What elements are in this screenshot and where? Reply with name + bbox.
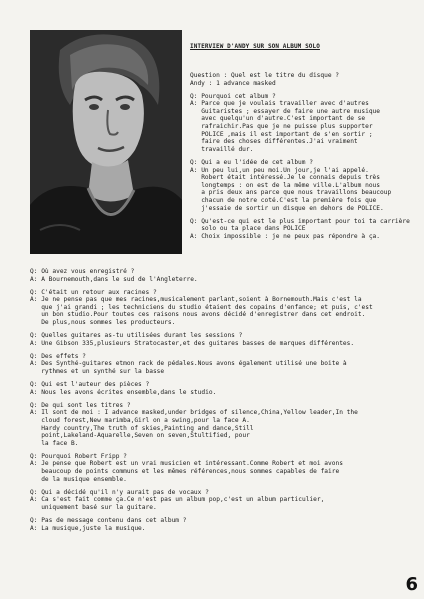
question-text: Des effets ? [41, 352, 86, 360]
question-text: Pourquoi Robert Fripp ? [41, 452, 127, 460]
answer-label: A: [30, 496, 42, 504]
question-label: Q: [190, 217, 202, 225]
answer-label: A: [30, 460, 42, 468]
qa-item [30, 402, 418, 448]
answer-label: Andy : [190, 79, 217, 87]
answer-label: A: [30, 296, 42, 304]
qa-item [30, 489, 418, 512]
question-text: Quelles guitares as-tu utilisées durant les sessions ? [41, 332, 243, 340]
question-label: Q: [30, 517, 42, 525]
question-text: Qui a décidé qu'il n'y aurait pas de vocaux ? [41, 488, 209, 496]
qa-item [190, 72, 415, 87]
page-number: 6 [405, 574, 418, 595]
answer-label: A: [190, 232, 202, 240]
answer-text: Un peu lui,un peu moi.Un jour,je l'ai appelé. Robert était intéressé.Je le connais depuis très longtemps : on est de la même ville.L'album nous a pris deux ans parce que nous travaillons beaucoup chacun de notre coté.C'est la première fois que j'essaie de sortir un disque en dehors de POLICE. [201, 166, 392, 212]
answer-text: Je pense que Robert est un vrai musicien et intéressant.Comme Robert et moi avons beaucoup de points communs et les mêmes références,nous sommes capables de faire de la musique ensemble. [41, 460, 343, 483]
question-text: Pas de message contenu dans cet album ? [41, 517, 187, 525]
question-label: Q: [30, 352, 42, 360]
question-text: Qui a eu l'idée de cet album ? [201, 158, 313, 166]
answer-label: A: [30, 275, 42, 283]
qa-item [30, 353, 418, 376]
answer-text: Je ne pense pas que mes racines,musicalement parlant,soient à Bornemouth.Mais c'est la que j'ai grandi ; les techniciens du studio étaient des copains d'enfance; et puis, c'est un bon studio.Pour toutes ces raisons nous avons décidé d'enregistrer dans cet endroit. De plus,nous sommes les producteurs. [41, 296, 373, 327]
question-label: Q: [190, 92, 202, 100]
question-label: Question : [190, 72, 231, 79]
interview-full-width [30, 268, 418, 538]
answer-text: Nous les avons écrites ensemble,dans le studio. [41, 388, 217, 396]
question-label: Q: [30, 268, 42, 275]
qa-item [190, 218, 415, 241]
qa-item [30, 268, 418, 283]
answer-text: Une Gibson 335,plusieurs Stratocaster,et des guitares basses de marques différentes. [41, 339, 355, 347]
answer-label: A: [30, 524, 42, 532]
qa-item [30, 453, 418, 483]
answer-text: Des Synthé-guitares etmon rack de pédales.Nous avons également utilisé une boite à rythmes et un synthé sur la basse [41, 360, 347, 376]
portrait-photo [30, 30, 182, 254]
answer-text: 1 advance masked [216, 79, 276, 87]
question-label: Q: [30, 288, 42, 296]
qa-item [30, 517, 418, 532]
answer-text: Choix impossible : je ne peux pas répondre à ça. [201, 232, 380, 240]
answer-text: Ca s'est fait comme ça.Ce n'est pas un album pop,c'est un album particulier, uniquement basé sur la guitare. [41, 496, 325, 511]
question-text: Qui est l'auteur des pièces ? [41, 381, 150, 389]
question-label: Q: [30, 401, 42, 409]
qa-item [190, 159, 415, 212]
answer-text: Parce que je voulais travailler avec d'autres Guitaristes ; essayer de faire une autre musique avec quelqu'un d'autre.C'est important de se rafraichir.Pas que je ne puisse plus supporter POLICE ,mais il est important de s'en sortir ; faire des choses différentes.J'ai vraiment travaillé dur. [201, 100, 380, 153]
answer-text: Il sont de moi : I advance masked,under bridges of silence,China,Yellow leader,In the cloud forest,New marimba,Girl on a swing,pour la face A. Hardy country,The truth of skies,Painting and dance,Still point,Lakeland-Aquarelle,Seven on seven,Stultified, pour la face B. [41, 409, 358, 447]
question-label: Q: [30, 488, 42, 496]
question-label: Q: [190, 158, 202, 166]
answer-label: A: [30, 409, 42, 417]
question-text: C'était un retour aux racines ? [41, 288, 157, 296]
answer-label: A: [190, 100, 202, 108]
answer-label: A: [190, 166, 202, 174]
qa-item [30, 332, 418, 347]
answer-label: A: [30, 339, 42, 347]
question-text: Pourquoi cet album ? [201, 92, 276, 100]
article-title: INTERVIEW D'ANDY SUR SON ALBUM SOLO [190, 43, 320, 50]
qa-item [30, 289, 418, 327]
answer-label: A: [30, 388, 42, 396]
qa-item [190, 93, 415, 154]
interview-right-column [190, 72, 415, 246]
question-text: De qui sont les titres ? [41, 401, 131, 409]
question-text: Quel est le titre du disque ? [230, 72, 340, 79]
answer-label: A: [30, 360, 42, 368]
answer-text: La musique,juste la musique. [41, 524, 146, 532]
qa-item [30, 381, 418, 396]
question-label: Q: [30, 381, 42, 389]
question-label: Q: [30, 452, 42, 460]
question-text: Où avez vous enregistré ? [41, 268, 135, 275]
question-text: Qu'est-ce qui est le plus important pour toi ta carrière solo ou ta place dans POLICE [201, 217, 410, 233]
question-label: Q: [30, 332, 42, 340]
answer-text: A Bournemouth,dans le sud de l'Angleterre. [41, 275, 198, 283]
